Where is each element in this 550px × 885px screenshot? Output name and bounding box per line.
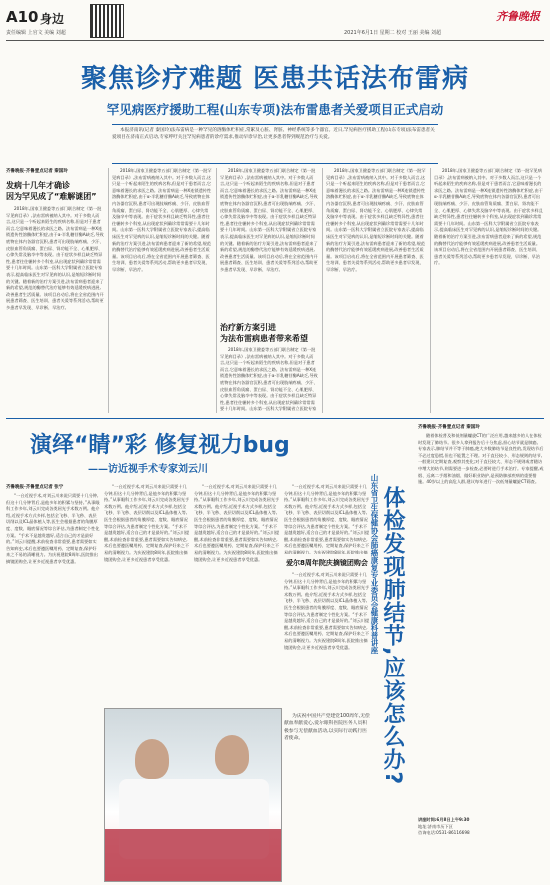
main-headline: 聚焦诊疗难题 医患共话法布雷病 xyxy=(80,64,470,94)
col-divider xyxy=(216,168,217,413)
story2-byline: 齐鲁晚报·齐鲁壹点记者 张宁 xyxy=(6,485,64,490)
main-lead-text: 本报济南讯(记者 秦国玲)法布雷病是一种罕见的溶酶体贮积症,常累及心脏、肾脏、神经系统等多个器官。近日,罕见病医疗援助工程(山东专项)法布雷患者关爱项目在济南正式启动,专家呼吁关注罕见病患者的诊疗需求,推动早诊早治,让更多患者得到规范治疗与关爱。 xyxy=(112,128,435,140)
story3-address: 地址:济南市历下区 xyxy=(418,823,453,829)
story3-lecture-time: 讲座时间:6月8日上午9:30 xyxy=(418,817,470,822)
story2-col-3 xyxy=(194,484,280,704)
main-body-5: 2018年,国家卫健委等五部门联合制定《第一批罕见病目录》,法布雷病被纳入其中。对于多数人而言,这只是一个听起来陌生的疾病名称,但是对于患者而言,它意味着漫长的求医之路。法布雷病是一种X连锁遗传性溶酶体贮积症,由于α-半乳糖苷酶A缺乏,导致底物在体内各器官沉积,患者可出现肢端疼痛、少汗、皮肤血管角质瘤、蛋白尿、肾功能不全、心肌肥厚、心律失常及脑卒中等表现。由于症状多样且缺乏特异性,患者往往辗转多个科室,从出现症状到确诊常常需要十几年时间。山东第一医科大学附属省立医院专家表示,提高临床医生对罕见病的认识,是缩短诊断时间的关键。随着新的治疗方案引进,法布雷病患者迎来了新的希望,规范的酶替代治疗能够有效延缓疾病进展,改善患者生活质量。该项目启动后,将在全省范围内开展患者筛查、医生培训、患者关爱等系列活动,帮助更多患者早发现、早诊断、早治疗。 xyxy=(326,168,426,272)
section-divider xyxy=(6,418,544,419)
story2-body-3: “一台近视手术,对刘云川来说只需要十几分钟,但这十几分钟背后,是他多年的积累与坚持。”从事眼科工作多年,刘云川完成各类屈光手术数万例。他介绍,近视手术方式多样,包括全飞秒、半飞秒、表层切削以及ICL晶体植入等,医生会根据患者的角膜厚度、度数、眼底情况等综合评估,为患者制定个性化方案。“手术不是越贵越好,适合自己的才是最好的。”刘云川提醒,术前检查非常重要,患者需要如实告知病史,术后也要遵医嘱用药、定期复查,保护好来之不易的清晰视力。为庆祝建院8周年,医院推出摘镜团购会,让更多近视患者享受优惠。 xyxy=(194,484,280,562)
story2-body-2: “一台近视手术,对刘云川来说只需要十几分钟,但这十几分钟背后,是他多年的积累与坚持。”从事眼科工作多年,刘云川完成各类屈光手术数万例。他介绍,近视手术方式多样,包括全飞秒、半飞秒、表层切削以及ICL晶体植入等,医生会根据患者的角膜厚度、度数、眼底情况等综合评估,为患者制定个性化方案。“手术不是越贵越好,适合自己的才是最好的。”刘云川提醒,术前检查非常重要,患者需要如实告知病史,术后也要遵医嘱用药、定期复查,保护好来之不易的清晰视力。为庆祝建院8周年,医院推出摘镜团购会,让更多近视患者享受优惠。 xyxy=(104,484,190,562)
photo-chair xyxy=(105,829,281,881)
main-body-6: 2018年,国家卫健委等五部门联合制定《第一批罕见病目录》,法布雷病被纳入其中。对于多数人而言,这只是一个听起来陌生的疾病名称,但是对于患者而言,它意味着漫长的求医之路。法布雷病是一种X连锁遗传性溶酶体贮积症,由于α-半乳糖苷酶A缺乏,导致底物在体内各器官沉积,患者可出现肢端疼痛、少汗、皮肤血管角质瘤、蛋白尿、肾功能不全、心肌肥厚、心律失常及脑卒中等表现。由于症状多样且缺乏特异性,患者往往辗转多个科室,从出现症状到确诊常常需要十几年时间。山东第一医科大学附属省立医院专家表示,提高临床医生对罕见病的认识,是缩短诊断时间的关键。随着新的治疗方案引进,法布雷病患者迎来了新的希望,规范的酶替代治疗能够有效延缓疾病进展,改善患者生活质量。该项目启动后,将在全省范围内开展患者筛查、医生培训、患者关爱等系列活动,帮助更多患者早发现、早诊断、早治疗。 xyxy=(434,168,543,266)
qr-code[interactable] xyxy=(90,4,124,38)
story2-body-1: “一台近视手术,对刘云川来说只需要十几分钟,但这十几分钟背后,是他多年的积累与坚持。”从事眼科工作多年,刘云川完成各类屈光手术数万例。他介绍,近视手术方式多样,包括全飞秒、半飞秒、表层切削以及ICL晶体植入等,医生会根据患者的角膜厚度、度数、眼底情况等综合评估,为患者制定个性化方案。“手术不是越贵越好,适合自己的才是最好的。”刘云川提醒,术前检查非常重要,患者需要如实告知病史,术后也要遵医嘱用药、定期复查,保护好来之不易的清晰视力。为庆祝建院8周年,医院推出摘镜团购会,让更多近视患者享受优惠。 xyxy=(6,493,100,564)
photo-person-2 xyxy=(215,735,249,775)
main-subhead: 罕见病医疗援助工程(山东专项)法布雷患者关爱项目正式启动 xyxy=(106,102,444,117)
main-body-3: 2018年,国家卫健委等五部门联合制定《第一批罕见病目录》,法布雷病被纳入其中。对于多数人而言,这只是一个听起来陌生的疾病名称,但是对于患者而言,它意味着漫长的求医之路。法布雷病是一种X连锁遗传性溶酶体贮积症,由于α-半乳糖苷酶A缺乏,导致底物在体内各器官沉积,患者可出现肢端疼痛、少汗、皮肤血管角质瘤、蛋白尿、肾功能不全、心肌肥厚、心律失常及脑卒中等表现。由于症状多样且缺乏特异性,患者往往辗转多个科室,从出现症状到确诊常常需要十几年时间。山东第一医科大学附属省立医院专家表示,提高临床医生对罕见病的认识,是缩短诊断时间的关键。随着新的治疗方案引进,法布雷病患者迎来了新的希望,规范的酶替代治疗能够有效延缓疾病进展,改善患者生活质量。该项目启动后,将在全省范围内开展患者筛查、医生培训、患者关爱等系列活动,帮助更多患者早发现、早诊断、早治疗。 xyxy=(220,168,318,272)
main-body-1: 2018年,国家卫健委等五部门联合制定《第一批罕见病目录》,法布雷病被纳入其中。对于多数人而言,这只是一个听起来陌生的疾病名称,但是对于患者而言,它意味着漫长的求医之路。法布雷病是一种X连锁遗传性溶酶体贮积症,由于α-半乳糖苷酶A缺乏,导致底物在体内各器官沉积,患者可出现肢端疼痛、少汗、皮肤血管角质瘤、蛋白尿、肾功能不全、心肌肥厚、心律失常及脑卒中等表现。由于症状多样且缺乏特异性,患者往往辗转多个科室,从出现症状到确诊常常需要十几年时间。山东第一医科大学附属省立医院专家表示,提高临床医生对罕见病的认识,是缩短诊断时间的关键。随着新的治疗方案引进,法布雷病患者迎来了新的希望,规范的酶替代治疗能够有效延缓疾病进展,改善患者生活质量。该项目启动后,将在全省范围内开展患者筛查、医生培训、患者关爱等系列活动,帮助更多患者早发现、早诊断、早治疗。 xyxy=(6,206,104,310)
main-col-5 xyxy=(434,168,544,413)
main-body-2: 2018年,国家卫健委等五部门联合制定《第一批罕见病目录》,法布雷病被纳入其中。对于多数人而言,这只是一个听起来陌生的疾病名称,但是对于患者而言,它意味着漫长的求医之路。法布雷病是一种X连锁遗传性溶酶体贮积症,由于α-半乳糖苷酶A缺乏,导致底物在体内各器官沉积,患者可出现肢端疼痛、少汗、皮肤血管角质瘤、蛋白尿、肾功能不全、心肌肥厚、心律失常及脑卒中等表现。由于症状多样且缺乏特异性,患者往往辗转多个科室,从出现症状到确诊常常需要十几年时间。山东第一医科大学附属省立医院专家表示,提高临床医生对罕见病的认识,是缩短诊断时间的关键。随着新的治疗方案引进,法布雷病患者迎来了新的希望,规范的酶替代治疗能够有效延缓疾病进展,改善患者生活质量。该项目启动后,将在全省范围内开展患者筛查、医生培训、患者关爱等系列活动,帮助更多患者早发现、早诊断、早治疗。 xyxy=(112,168,212,272)
main-col-1 xyxy=(6,168,104,413)
col-divider xyxy=(322,168,323,413)
story2-col-1 xyxy=(6,484,100,880)
main-col-3 xyxy=(220,168,318,413)
story2-body-5: “一台近视手术,对刘云川来说只需要十几分钟,但这十几分钟背后,是他多年的积累与坚持。”从事眼科工作多年,刘云川完成各类屈光手术数万例。他介绍,近视手术方式多样,包括全飞秒、半飞秒、表层切削以及ICL晶体植入等,医生会根据患者的角膜厚度、度数、眼底情况等综合评估,为患者制定个性化方案。“手术不是越贵越好,适合自己的才是最好的。”刘云川提醒,术前检查非常重要,患者需要如实告知病史,术后也要遵医嘱用药、定期复查,保护好来之不易的清晰视力。为庆祝建院8周年,医院推出摘镜团购会,让更多近视患者享受优惠。 xyxy=(284,572,370,650)
photo-caption: 为庆祝中国共产党建党100周年,无偿献血奉献爱心,爱尔眼科医院医务人员积极参与无偿献血活动,以实际行动践行医者使命。 xyxy=(284,713,370,742)
header-divider xyxy=(6,40,544,41)
main-subtitle-3: 治疗新方案引进 xyxy=(220,323,276,332)
story3-col xyxy=(418,424,544,880)
main-col-4 xyxy=(326,168,426,413)
story2-headline: 演绎“睛”彩 修复视力bug xyxy=(30,433,290,458)
main-col-2 xyxy=(112,168,212,413)
col-divider xyxy=(430,168,431,413)
story3-byline: 齐鲁晚报·齐鲁壹点记者 秦国玲 xyxy=(418,425,480,430)
story2-subhead: ——访近视手术专家刘云川 xyxy=(88,464,208,475)
main-subtitle-2: 因为罕见成了“难解谜团” xyxy=(6,192,97,201)
paper-name-logo: 齐鲁晚报 xyxy=(496,10,540,23)
page-header xyxy=(6,4,544,42)
story3-body: 随着体检普及和低剂量螺旋CT的广泛应用,越来越多的人在体检时发现了肺结节。很多人拿到报告后十分焦虑,担心结节就是肺癌。专家表示,肺结节并不等于肺癌,绝大多数肺结节是良性的,发现结节后不必过度恐慌,但也不能置之不理。对于直径较小、形态规则的结节,一般建议定期复查,观察其变化;对于直径较大、形态不规则或者随访中增大的结节,则需要进一步检查,必要时进行手术治疗。专家提醒,戒烟、远离二手烟和油烟、做好职业防护,是预防肺部疾病的重要措施。40岁以上的高危人群,建议每年进行一次低剂量螺旋CT筛查。 xyxy=(418,433,544,485)
photo-caption-box xyxy=(284,708,370,880)
col-divider xyxy=(108,168,109,413)
main-body-4: 2018年,国家卫健委等五部门联合制定《第一批罕见病目录》,法布雷病被纳入其中。对于多数人而言,这只是一个听起来陌生的疾病名称,但是对于患者而言,它意味着漫长的求医之路。法布雷病是一种X连锁遗传性溶酶体贮积症,由于α-半乳糖苷酶A缺乏,导致底物在体内各器官沉积,患者可出现肢端疼痛、少汗、皮肤血管角质瘤、蛋白尿、肾功能不全、心肌肥厚、心律失常及脑卒中等表现。由于症状多样且缺乏特异性,患者往往辗转多个科室,从出现症状到确诊常常需要十几年时间。山东第一医科大学附属省立医院专家 xyxy=(220,347,318,412)
story3-hotline: 咨询电话:0531-86116698 xyxy=(418,830,470,836)
story2-subtitle: 爱尔8周年院庆摘镜团购会 xyxy=(286,559,368,567)
story2-col-2 xyxy=(104,484,190,704)
main-lead-box xyxy=(112,124,438,164)
story3-side-subhead: 山东省卫生保健协会肺癌康复专业委员会健康科普讲座 xyxy=(370,474,379,654)
section-name: 身边 xyxy=(40,12,65,26)
story2-body-4: “一台近视手术,对刘云川来说只需要十几分钟,但这十几分钟背后,是他多年的积累与坚持。”从事眼科工作多年,刘云川完成各类屈光手术数万例。他介绍,近视手术方式多样,包括全飞秒、半飞秒、表层切削以及ICL晶体植入等,医生会根据患者的角膜厚度、度数、眼底情况等综合评估,为患者制定个性化方案。“手术不是越贵越好,适合自己的才是最好的。”刘云川提醒,术前检查非常重要,患者需要如实告知病史,术后也要遵医嘱用药、定期复查,保护好来之不易的清晰视力。为庆祝建院8周年,医院推出摘 xyxy=(284,484,370,554)
main-byline: 齐鲁晚报·齐鲁壹点记者 秦国玲 xyxy=(6,169,68,174)
section-code: A10 xyxy=(6,8,39,26)
story3-headline: 体检发现肺结节,应该怎么办? xyxy=(380,486,405,786)
story2-col-4 xyxy=(284,484,370,704)
main-subtitle-1: 发病十几年才确诊 xyxy=(6,181,70,190)
date-line: 2021年6月1日 星期二 校对 王丽 美编 刘超 xyxy=(344,30,442,36)
editor-line: 责任编辑 上官文 美编 刘超 xyxy=(6,30,66,36)
photo-person-1 xyxy=(135,739,169,779)
main-subtitle-4: 为法布雷病患者带来希望 xyxy=(220,334,308,343)
blood-donation-photo xyxy=(104,708,282,882)
